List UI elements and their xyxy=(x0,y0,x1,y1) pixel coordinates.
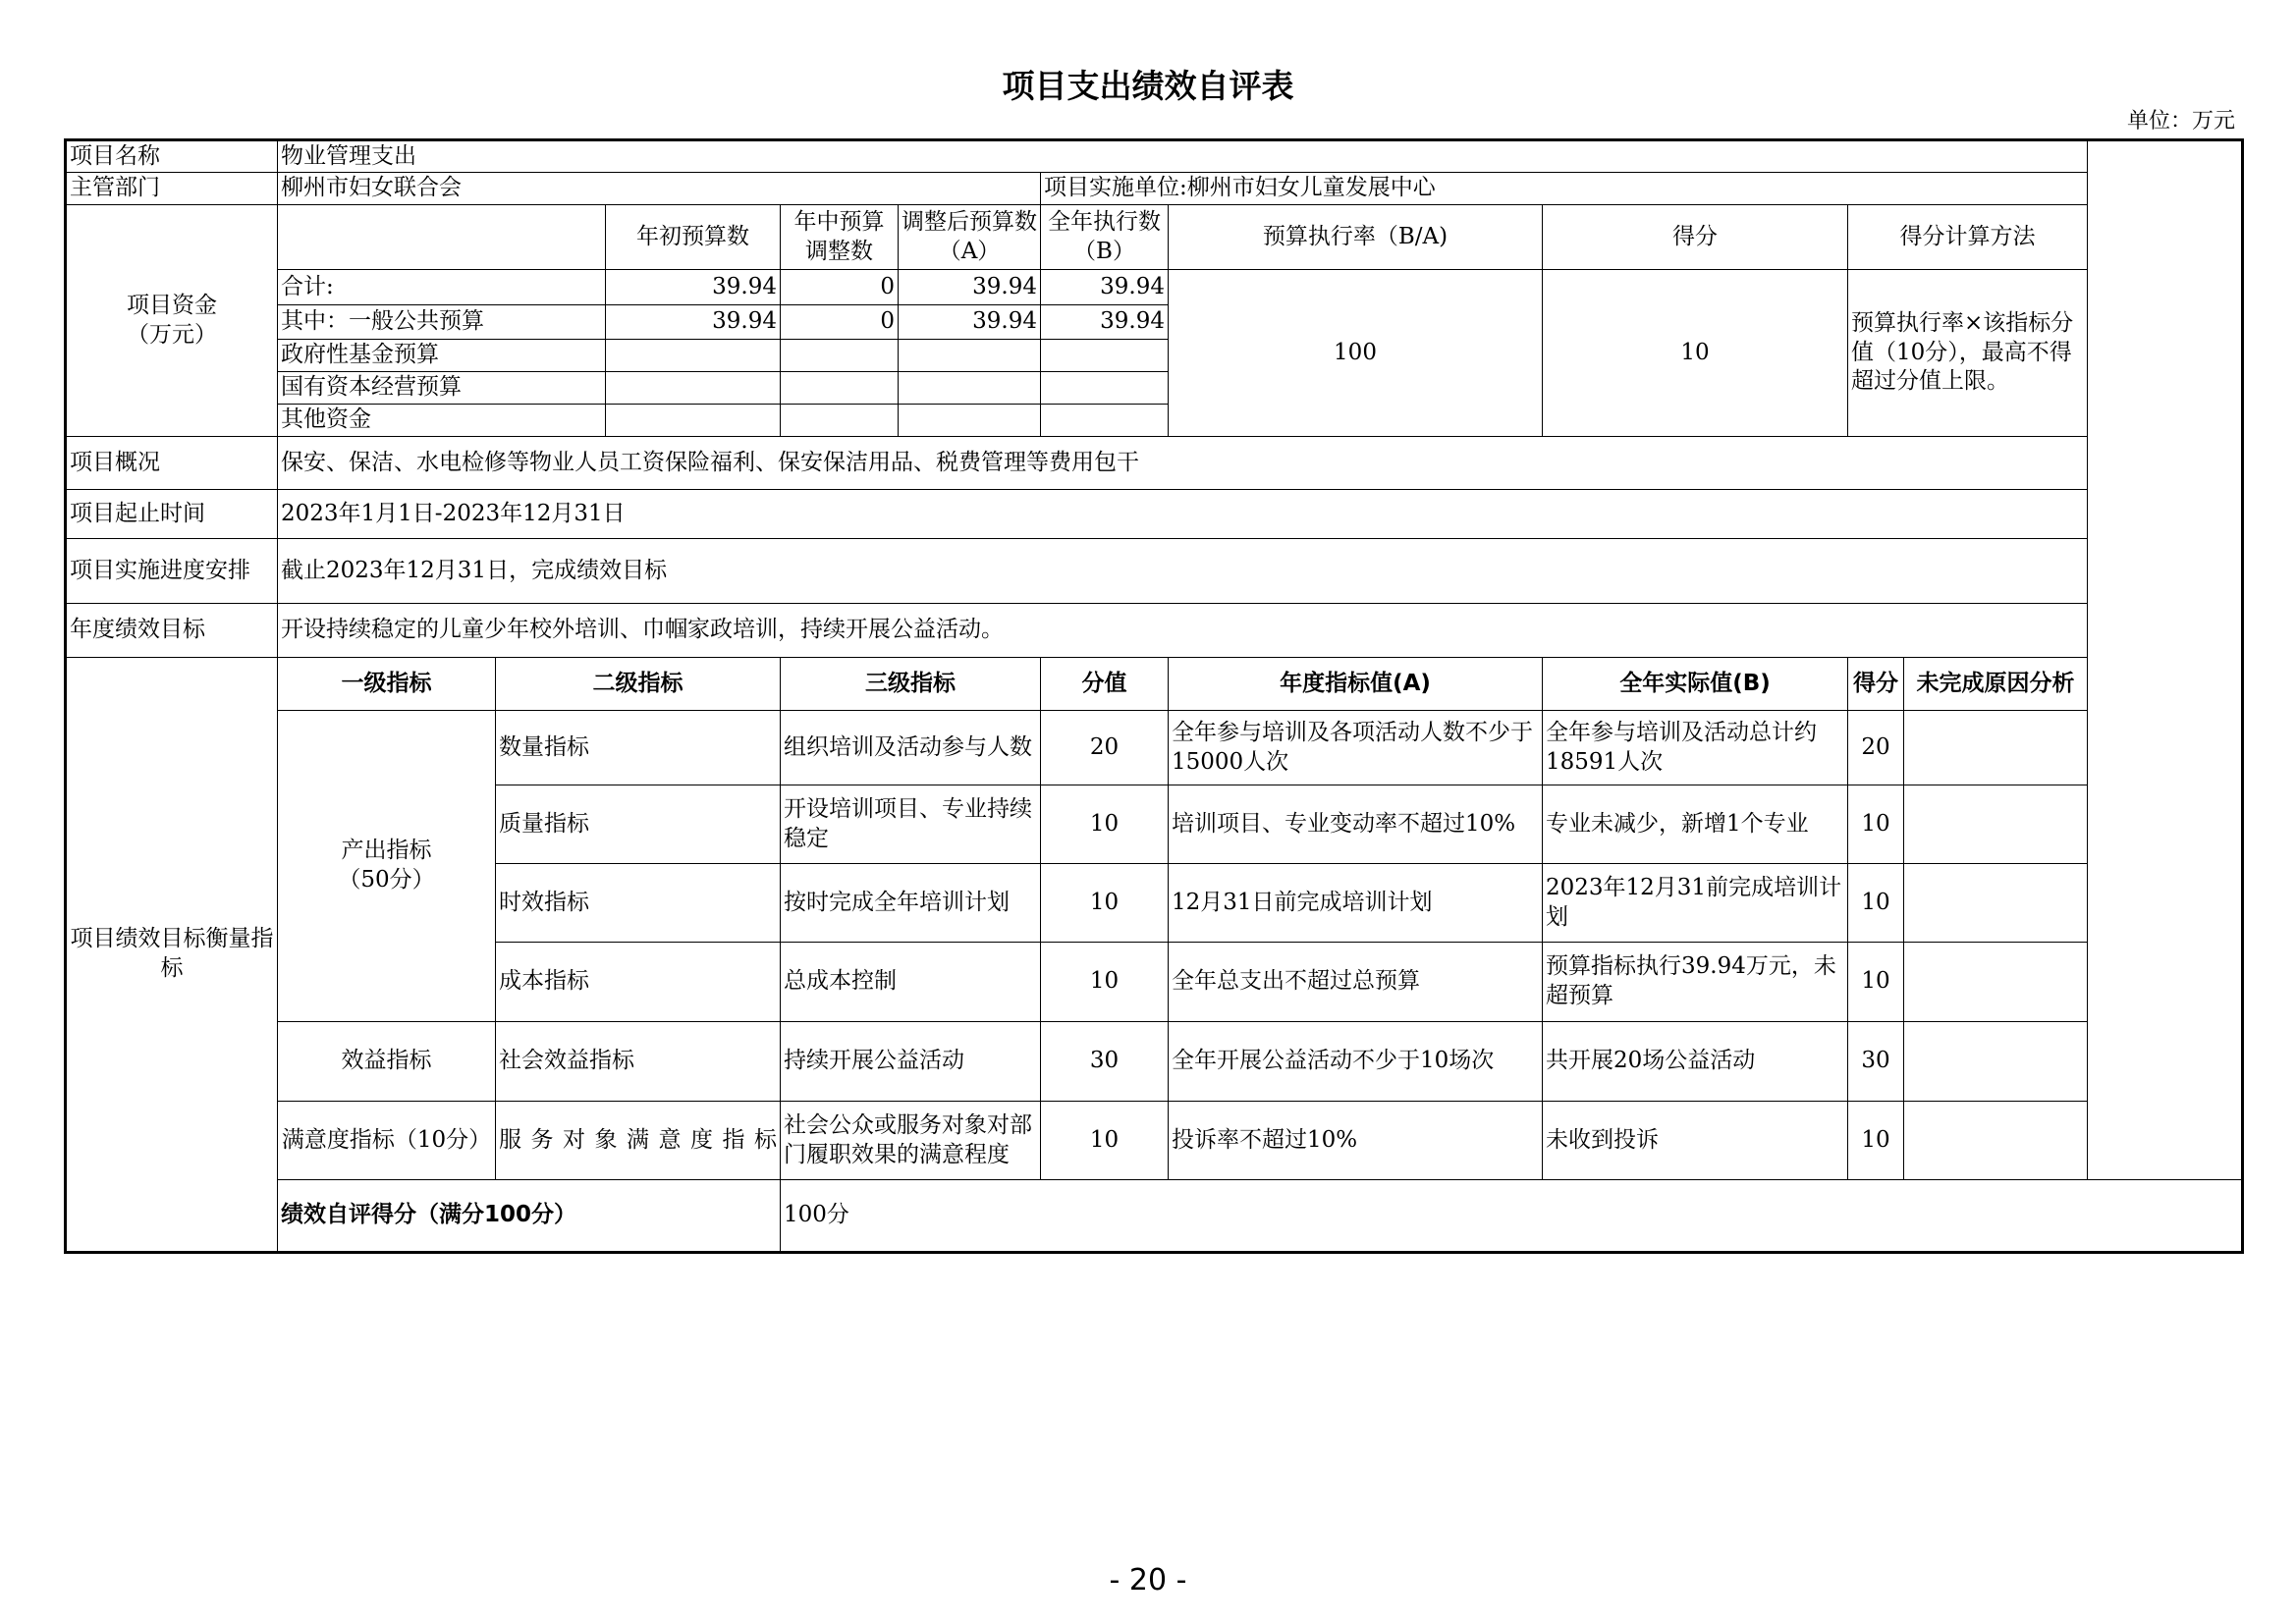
ind-l2: 社会效益指标 xyxy=(496,1022,781,1102)
funds-mid xyxy=(781,340,899,372)
ind-value: 10 xyxy=(1041,864,1169,943)
funds-blank-header xyxy=(278,205,606,270)
ind-reason xyxy=(1904,785,2088,864)
funds-method: 预算执行率×该指标分值（10分），最高不得超过分值上限。 xyxy=(1848,270,2088,437)
ind-actual: 2023年12月31前完成培训计划 xyxy=(1543,864,1848,943)
ind-value: 30 xyxy=(1041,1022,1169,1102)
ind-reason xyxy=(1904,943,2088,1022)
funds-initial xyxy=(606,372,781,405)
ind-target: 培训项目、专业变动率不超过10% xyxy=(1169,785,1543,864)
ind-actual: 专业未减少，新增1个专业 xyxy=(1543,785,1848,864)
ind-actual: 全年参与培训及活动总计约18591人次 xyxy=(1543,711,1848,785)
indicator-row xyxy=(66,1102,2243,1180)
ind-l2: 质量指标 xyxy=(496,785,781,864)
ind-target: 12月31日前完成培训计划 xyxy=(1169,864,1543,943)
ind-actual: 预算指标执行39.94万元，未超预算 xyxy=(1543,943,1848,1022)
row-progress xyxy=(66,539,2243,604)
total-value: 100分 xyxy=(781,1180,2243,1253)
unit-label: 单位：万元 xyxy=(2126,109,2235,134)
row-funds-header xyxy=(66,205,2243,270)
ind-header-value: 分值 xyxy=(1041,658,1169,711)
total-label: 绩效自评得分（满分100分） xyxy=(278,1180,781,1253)
funds-header-mid: 年中预算调整数 xyxy=(781,205,899,270)
ind-header-l1: 一级指标 xyxy=(278,658,496,711)
row-indicator-header xyxy=(66,658,2243,711)
funds-adjusted: 39.94 xyxy=(899,270,1041,305)
ind-value: 10 xyxy=(1041,943,1169,1022)
ind-l3: 按时完成全年培训计划 xyxy=(781,864,1041,943)
funds-header-rate: 预算执行率（B/A) xyxy=(1169,205,1543,270)
ind-target: 全年开展公益活动不少于10场次 xyxy=(1169,1022,1543,1102)
ind-target: 投诉率不超过10% xyxy=(1169,1102,1543,1180)
funds-executed xyxy=(1041,340,1169,372)
ind-target: 全年参与培训及各项活动人数不少于15000人次 xyxy=(1169,711,1543,785)
ind-l2: 数量指标 xyxy=(496,711,781,785)
dept-label: 主管部门 xyxy=(66,173,278,205)
ind-reason xyxy=(1904,1102,2088,1180)
ind-l2: 服务对象满意度指标 xyxy=(496,1102,781,1180)
funds-executed: 39.94 xyxy=(1041,305,1169,340)
funds-header-adjusted: 调整后预算数（A） xyxy=(899,205,1041,270)
funds-row-label: 其中：一般公共预算 xyxy=(278,305,606,340)
funds-label: 项目资金 （万元） xyxy=(66,205,278,437)
ind-actual: 共开展20场公益活动 xyxy=(1543,1022,1848,1102)
ind-header-l2: 二级指标 xyxy=(496,658,781,711)
ind-l2: 成本指标 xyxy=(496,943,781,1022)
overview-value: 保安、保洁、水电检修等物业人员工资保险福利、保安保洁用品、税费管理等费用包干 xyxy=(278,437,2088,490)
ind-header-actual: 全年实际值(B) xyxy=(1543,658,1848,711)
funds-adjusted xyxy=(899,405,1041,437)
funds-initial xyxy=(606,340,781,372)
ind-value: 20 xyxy=(1041,711,1169,785)
period-label: 项目起止时间 xyxy=(66,490,278,539)
satisfaction-label: 满意度指标（10分） xyxy=(278,1102,496,1180)
ind-reason xyxy=(1904,1022,2088,1102)
ind-score: 10 xyxy=(1848,785,1904,864)
ind-score: 10 xyxy=(1848,864,1904,943)
goal-value: 开设持续稳定的儿童少年校外培训、巾帼家政培训，持续开展公益活动。 xyxy=(278,604,2088,658)
funds-mid xyxy=(781,405,899,437)
funds-initial: 39.94 xyxy=(606,270,781,305)
benefit-label: 效益指标 xyxy=(278,1022,496,1102)
page-number: - 20 - xyxy=(1109,1563,1187,1597)
progress-label: 项目实施进度安排 xyxy=(66,539,278,604)
funds-header-executed: 全年执行数（B） xyxy=(1041,205,1169,270)
ind-header-target: 年度指标值(A) xyxy=(1169,658,1543,711)
ind-l3: 持续开展公益活动 xyxy=(781,1022,1041,1102)
funds-mid: 0 xyxy=(781,270,899,305)
row-total xyxy=(66,1180,2243,1253)
project-name-value: 物业管理支出 xyxy=(278,140,2088,173)
funds-row-label: 其他资金 xyxy=(278,405,606,437)
progress-value: 截止2023年12月31日，完成绩效目标 xyxy=(278,539,2088,604)
ind-header-score: 得分 xyxy=(1848,658,1904,711)
funds-row-label: 合计: xyxy=(278,270,606,305)
funds-executed xyxy=(1041,405,1169,437)
funds-header-method: 得分计算方法 xyxy=(1848,205,2088,270)
row-goal xyxy=(66,604,2243,658)
funds-mid: 0 xyxy=(781,305,899,340)
row-dept xyxy=(66,173,2243,205)
ind-l3: 社会公众或服务对象对部门履职效果的满意程度 xyxy=(781,1102,1041,1180)
ind-reason xyxy=(1904,864,2088,943)
funds-adjusted xyxy=(899,372,1041,405)
indicator-row xyxy=(66,1022,2243,1102)
ind-score: 10 xyxy=(1848,943,1904,1022)
ind-header-l3: 三级指标 xyxy=(781,658,1041,711)
output-label: 产出指标 （50分） xyxy=(278,711,496,1022)
funds-score: 10 xyxy=(1543,270,1848,437)
funds-mid xyxy=(781,372,899,405)
dept-value: 柳州市妇女联合会 xyxy=(278,173,1041,205)
ind-l2: 时效指标 xyxy=(496,864,781,943)
row-period xyxy=(66,490,2243,539)
project-name-label: 项目名称 xyxy=(66,140,278,173)
ind-l3: 总成本控制 xyxy=(781,943,1041,1022)
funds-adjusted xyxy=(899,340,1041,372)
ind-value: 10 xyxy=(1041,785,1169,864)
performance-table xyxy=(64,138,2244,1254)
ind-reason xyxy=(1904,711,2088,785)
ind-l3: 开设培训项目、专业持续稳定 xyxy=(781,785,1041,864)
funds-row xyxy=(66,270,2243,305)
funds-initial: 39.94 xyxy=(606,305,781,340)
ind-score: 20 xyxy=(1848,711,1904,785)
ind-score: 10 xyxy=(1848,1102,1904,1180)
row-overview xyxy=(66,437,2243,490)
indicators-label: 项目绩效目标衡量指标 xyxy=(66,658,278,1253)
funds-rate: 100 xyxy=(1169,270,1543,437)
ind-value: 10 xyxy=(1041,1102,1169,1180)
ind-target: 全年总支出不超过总预算 xyxy=(1169,943,1543,1022)
ind-score: 30 xyxy=(1848,1022,1904,1102)
funds-header-initial: 年初预算数 xyxy=(606,205,781,270)
overview-label: 项目概况 xyxy=(66,437,278,490)
funds-row-label: 政府性基金预算 xyxy=(278,340,606,372)
funds-executed xyxy=(1041,372,1169,405)
funds-header-score: 得分 xyxy=(1543,205,1848,270)
funds-adjusted: 39.94 xyxy=(899,305,1041,340)
period-value: 2023年1月1日-2023年12月31日 xyxy=(278,490,2088,539)
page-title: 项目支出绩效自评表 xyxy=(1002,67,1294,105)
ind-header-reason: 未完成原因分析 xyxy=(1904,658,2088,711)
funds-initial xyxy=(606,405,781,437)
impl-unit: 项目实施单位:柳州市妇女儿童发展中心 xyxy=(1041,173,2088,205)
ind-actual: 未收到投诉 xyxy=(1543,1102,1848,1180)
funds-row-label: 国有资本经营预算 xyxy=(278,372,606,405)
indicator-row xyxy=(66,711,2243,785)
row-project-name xyxy=(66,140,2243,173)
funds-executed: 39.94 xyxy=(1041,270,1169,305)
ind-l3: 组织培训及活动参与人数 xyxy=(781,711,1041,785)
goal-label: 年度绩效目标 xyxy=(66,604,278,658)
